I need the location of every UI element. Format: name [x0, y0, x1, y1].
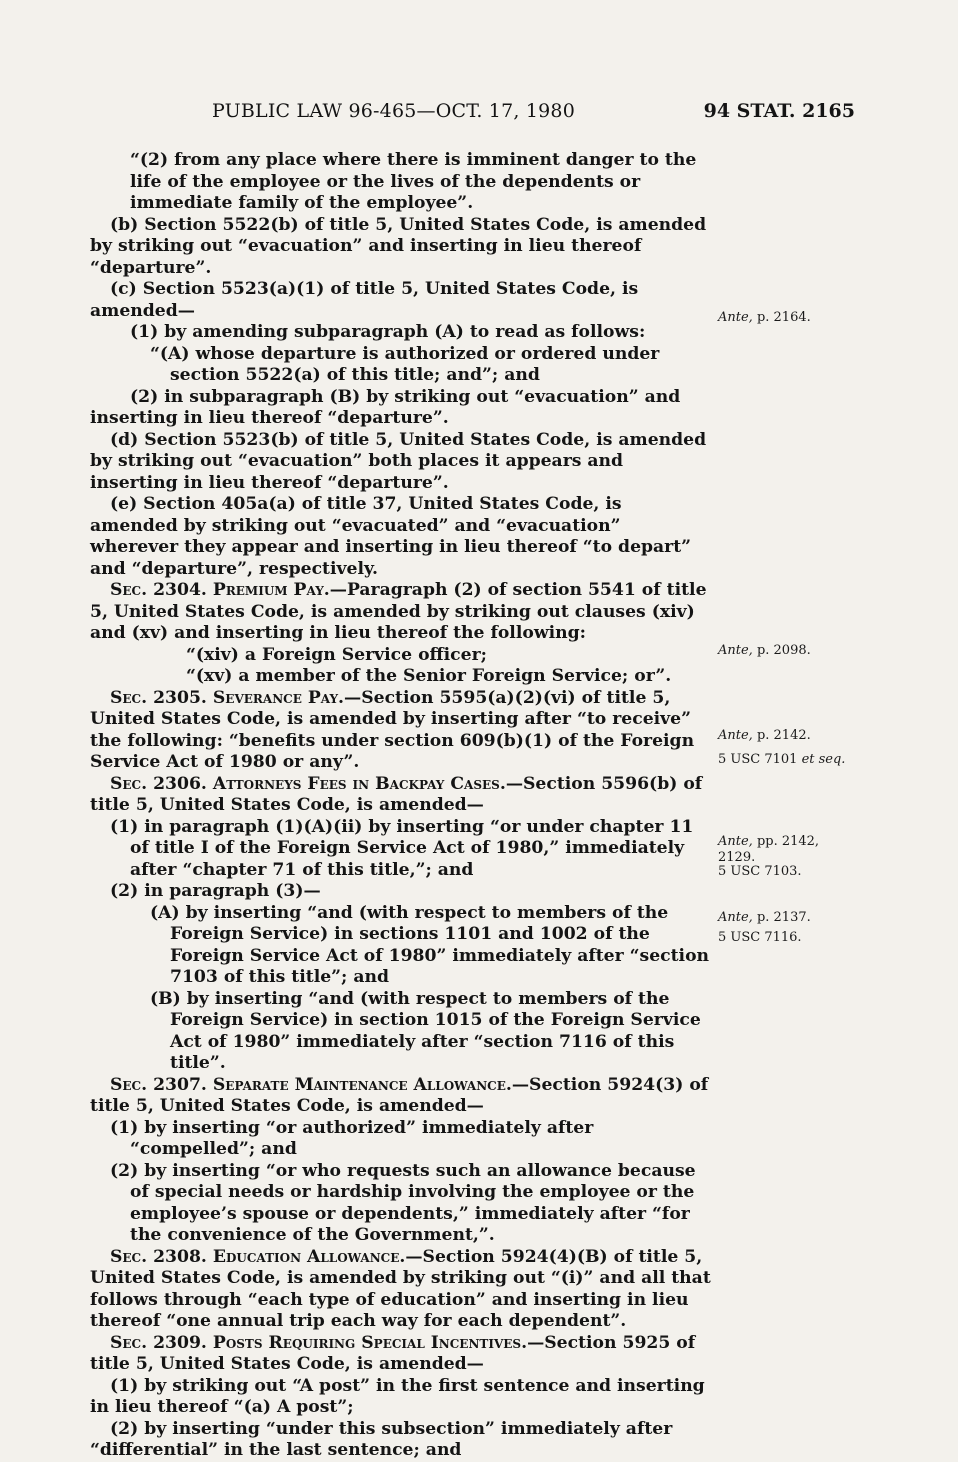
paragraph-c-2: (2) in subparagraph (B) by striking out “evacuation” and inserting in lieu thereof “departure”. — [90, 386, 681, 428]
section-2307-number: Sec. 2307. — [110, 1074, 207, 1095]
margin-note-ref: 5 USC 7116. — [718, 930, 802, 945]
margin-note-ante-2142 — [718, 728, 858, 744]
section-2309 — [90, 1333, 713, 1376]
margin-note-et-seq: et seq. — [801, 752, 846, 767]
document-body — [90, 150, 713, 1462]
section-2304-text: —Paragraph (2) of section 5541 of title 5, United States Code, is amended by striking out clauses (xiv) and (xv) and inserting in lieu thereof the following: — [90, 580, 707, 643]
section-2307-text: —Section 5924(3) of title 5, United States Code, is amended— — [90, 1074, 709, 1116]
paragraph-2-danger: “(2) from any place where there is imminent danger to the life of the employee or the lives of the dependents or immediate family of the employee”. — [130, 150, 697, 213]
section-2306 — [90, 774, 713, 817]
margin-note-ante-label: Ante, — [718, 643, 753, 658]
paragraph-c-1: (1) by amending subparagraph (A) to read as follows: — [130, 322, 646, 342]
section-2309-para-1: (1) by striking out “A post” in the first sentence and inserting in lieu thereof “(a) A post”; — [90, 1375, 705, 1417]
section-2305-heading: Severance Pay. — [212, 687, 345, 708]
margin-note-ante-2164 — [718, 310, 858, 326]
section-2306-text: —Section 5596(b) of title 5, United States Code, is amended— — [90, 773, 703, 815]
section-2309-para-2: (2) by inserting “under this subsection” immediately after “differential” in the last sentence; and — [90, 1418, 673, 1460]
section-2304-heading: Premium Pay. — [212, 580, 330, 600]
section-2306-para-B: (B) by inserting “and (with respect to members of the Foreign Service) in section 1015 of the Foreign Service Act of 1980” immediately after “section 7116 of this title”. — [150, 988, 701, 1073]
paragraph-e: (e) Section 405a(a) of title 37, United States Code, is amended by striking out “evacuated” and “evacuation” wherever they appear and inserting in lieu thereof “to depart” and “departure”, respectively. — [90, 494, 692, 579]
margin-note-ante-2098 — [718, 643, 858, 659]
margin-note-ref: pp. 2142, 2129. — [718, 834, 820, 865]
margin-note-ref: 5 USC 7101 — [718, 752, 802, 767]
section-2307-para-2: (2) by inserting “or who requests such an allowance because of special needs or hardship involving the employee or the employee’s spouse or dependents,” immediately after “for the convenience of the Government,”. — [110, 1160, 696, 1245]
margin-note-ref: 5 USC 7103. — [718, 864, 802, 879]
margin-note-usc-7103 — [718, 864, 858, 880]
section-2305-number: Sec. 2305. — [110, 687, 207, 708]
paragraph-c: (c) Section 5523(a)(1) of title 5, United States Code, is amended— — [90, 279, 639, 321]
section-2309-text: —Section 5925 of title 5, United States Code, is amended— — [90, 1332, 696, 1374]
margin-note-usc-7116 — [718, 930, 858, 946]
section-2304 — [90, 580, 713, 645]
section-2308-text: —Section 5924(4)(B) of title 5, United States Code, is amended by striking out “(i)” and all that follows through “each type of education” and inserting in lieu thereof “one annual trip each way for each dependent”. — [90, 1246, 711, 1331]
section-2307 — [90, 1075, 713, 1118]
margin-note-ref: p. 2137. — [752, 910, 811, 925]
section-2306-heading: Attorneys Fees in Backpay Cases. — [212, 773, 506, 794]
section-2304-clause-xiv: “(xiv) a Foreign Service officer; — [186, 644, 487, 665]
section-2308-number: Sec. 2308. — [110, 1246, 207, 1267]
section-2309-number: Sec. 2309. — [110, 1332, 207, 1353]
section-2305-text: —Section 5595(a)(2)(vi) of title 5, United States Code, is amended by inserting after “to receive” the following: “benefits under section 609(b)(1) of the Foreign Service Act of 1980 or any”. — [90, 687, 695, 772]
section-2305 — [90, 688, 713, 774]
margin-note-ante-label: Ante, — [718, 728, 753, 743]
section-2308 — [90, 1247, 713, 1333]
section-2306-para-A: (A) by inserting “and (with respect to members of the Foreign Service) in sections 1101 and 1002 of the Foreign Service Act of 1980” immediately after “section 7103 of this title”; and — [150, 902, 710, 987]
margin-note-ante-2142-2129 — [718, 834, 828, 866]
margin-note-ante-2137 — [718, 910, 858, 926]
header-stat-page: 94 STAT. 2165 — [703, 100, 855, 122]
margin-note-ante-label: Ante, — [718, 910, 753, 925]
margin-note-ante-label: Ante, — [718, 834, 753, 849]
section-2308-heading: Education Allowance. — [212, 1246, 406, 1267]
section-2306-number: Sec. 2306. — [110, 773, 207, 794]
header-title: PUBLIC LAW 96-465—OCT. 17, 1980 — [212, 100, 576, 122]
section-2307-heading: Separate Maintenance Allowance. — [212, 1074, 512, 1095]
section-2306-para-1: (1) in paragraph (1)(A)(ii) by inserting “or under chapter 11 of title I of the Foreign Service Act of 1980,” immediately after “chapter 71 of this title,”; and — [110, 816, 694, 880]
page-header — [90, 100, 855, 132]
section-2307-para-1: (1) by inserting “or authorized” immediately after “compelled”; and — [110, 1117, 594, 1159]
margin-note-ref: p. 2098. — [752, 643, 811, 658]
paragraph-c-1-A: “(A) whose departure is authorized or ordered under section 5522(a) of this title; and”; and — [150, 343, 660, 385]
section-2304-number: Sec. 2304. — [110, 580, 207, 600]
section-2309-heading: Posts Requiring Special Incentives. — [212, 1332, 528, 1353]
paragraph-b: (b) Section 5522(b) of title 5, United States Code, is amended by striking out “evacuation” and inserting in lieu thereof “departure”. — [90, 214, 707, 278]
margin-note-ante-label: Ante, — [718, 310, 753, 325]
margin-note-ref: p. 2142. — [752, 728, 811, 743]
paragraph-d: (d) Section 5523(b) of title 5, United States Code, is amended by striking out “evacuation” both places it appears and inserting in lieu thereof “departure”. — [90, 429, 707, 493]
margin-note-usc-7101 — [718, 752, 858, 768]
section-2304-clause-xv: “(xv) a member of the Senior Foreign Service; or”. — [186, 666, 672, 686]
margin-note-ref: p. 2164. — [752, 310, 811, 325]
section-2306-para-2: (2) in paragraph (3)— — [110, 881, 321, 901]
